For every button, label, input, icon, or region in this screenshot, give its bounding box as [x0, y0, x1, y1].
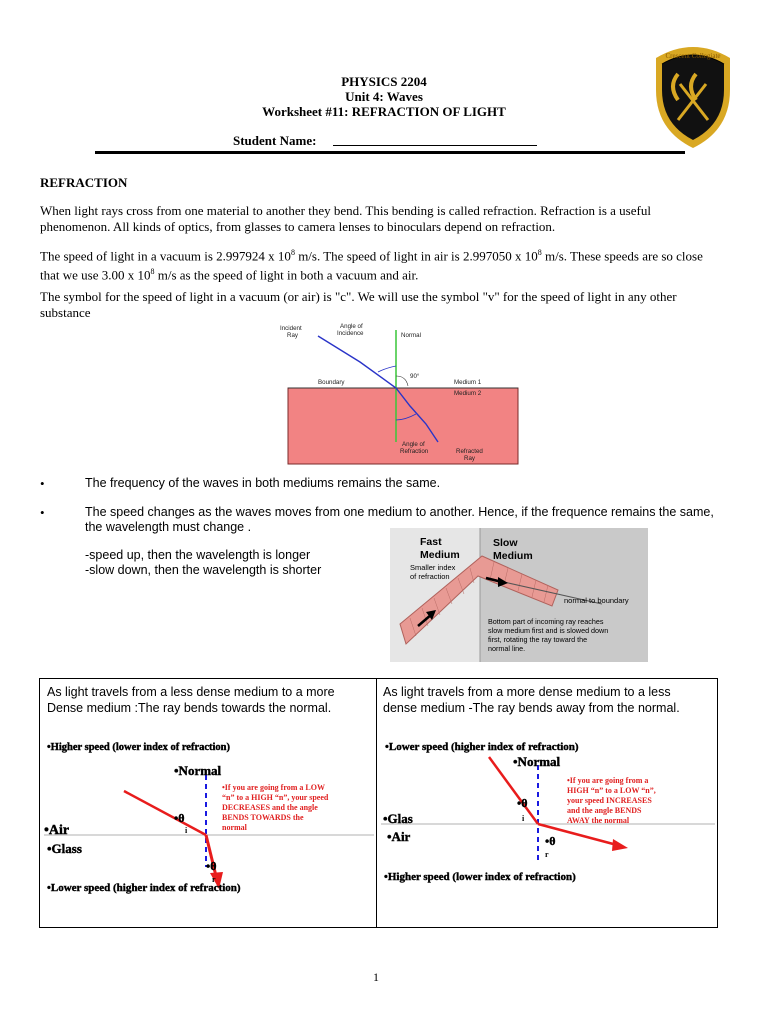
right-refraction-diagram — [377, 735, 717, 905]
paragraph-speed-of-light: The speed of light in a vacuum is 2.997924 x $10^8$ m/s. The speed of light in air is 2.997050 x $10^8$ m/s. These speeds are so close that we use 3.00 x $10^8$ m/s as the speed of light in both a vacuum and air. — [40, 248, 703, 283]
right-theta-r: •θ — [545, 834, 556, 848]
left-note-1: •If you are going from a LOW — [222, 783, 325, 792]
right-note-4: and the angle BENDS — [567, 806, 642, 815]
left-cell-description: As light travels from a less dense medium to a more Dense medium :The ray bends towards the normal. — [47, 685, 335, 715]
note-line-2: slow medium first and is slowed down — [488, 626, 609, 635]
medium1-label: Medium 1 — [454, 379, 482, 386]
left-sub-i: i — [185, 826, 188, 835]
note-line-1: Bottom part of incoming ray reaches — [488, 617, 604, 626]
bullet-dot-2: • — [40, 505, 45, 520]
refracted-ray-label: Refracted — [456, 448, 483, 455]
right-note-1: •If you are going from a — [567, 776, 649, 785]
left-note-4: BENDS TOWARDS the — [222, 813, 304, 822]
right-sub-r: r — [545, 850, 549, 859]
student-name-line — [333, 145, 537, 146]
right-bottom-speed: •Higher speed (lower index of refraction) — [384, 871, 576, 883]
worksheet-title: Worksheet #11: REFRACTION OF LIGHT — [262, 104, 506, 119]
right-note-5: AWAY the normal — [567, 816, 630, 825]
left-note-5: normal — [222, 823, 247, 832]
boundary-label: Boundary — [318, 379, 345, 386]
right-top-speed: •Lower speed (higher index of refraction) — [385, 741, 579, 753]
slow-down-line: -slow down, then the wavelength is shorter — [85, 563, 322, 577]
normal-label: Normal — [401, 332, 421, 339]
slow-medium-label-2: Medium — [493, 550, 533, 562]
note-line-4: normal line. — [488, 644, 526, 653]
speed-up-line: -speed up, then the wavelength is longer — [85, 548, 311, 562]
note-line-3: first, rotating the ray toward the — [488, 635, 588, 644]
left-top-speed: •Higher speed (lower index of refraction) — [47, 742, 231, 753]
wavefront-diagram — [390, 528, 648, 662]
angle-incidence-label: Angle of — [340, 323, 363, 330]
refraction-diagram — [260, 318, 520, 466]
bullet-dot: • — [40, 476, 45, 491]
left-air-label: •Air — [44, 823, 70, 838]
medium2-label: Medium 2 — [454, 390, 482, 397]
paragraph-refraction-intro: When light rays cross from one material to another they bend. This bending is called refraction. Refraction is a useful phenomenon. All kinds of optics, from glasses to camera lenses to binoculars depend on refraction. — [40, 203, 651, 234]
right-sub-i: i — [522, 814, 525, 823]
slow-medium-label: Slow — [493, 537, 518, 549]
unit-title: Unit 4: Waves — [345, 89, 423, 104]
incident-ray-label: Incident — [280, 325, 302, 332]
header-rule — [95, 151, 685, 154]
right-air-label: •Air — [387, 829, 411, 844]
svg-text:Crescent Collegiate: Crescent Collegiate — [665, 52, 721, 60]
fast-medium-label-2: Medium — [420, 549, 460, 561]
right-cell-description: As light travels from a more dense medium to a less dense medium -The ray bends away from the normal. — [383, 685, 680, 715]
section-title: REFRACTION — [40, 175, 128, 190]
smaller-index-label: Smaller index — [410, 563, 456, 572]
right-glass-label: •Glas — [383, 811, 413, 826]
ninety-degree-label: 90° — [410, 373, 420, 380]
fast-medium-label: Fast — [420, 536, 442, 548]
right-note-2: HIGH “n” to a LOW “n”, — [567, 786, 656, 795]
left-theta-r: •θ — [206, 859, 217, 873]
paragraph-symbols: The symbol for the speed of light in a vacuum (or air) is "c". We will use the symbol "v" for the speed of light in any other substance — [40, 289, 677, 320]
angle-refraction-label: Angle of — [402, 441, 425, 448]
page-number: 1 — [373, 970, 379, 984]
refracted-ray-label-2: Ray — [464, 455, 476, 462]
left-bottom-speed: •Lower speed (higher index of refraction) — [47, 882, 241, 894]
left-glass-label: •Glass — [47, 841, 82, 856]
right-theta-i: •θ — [517, 796, 528, 810]
left-note-3: DECREASES and the angle — [222, 803, 318, 812]
course-title: PHYSICS 2204 — [341, 74, 427, 89]
angle-incidence-label-2: Incidence — [337, 330, 364, 337]
angle-refraction-label-2: Refraction — [400, 448, 429, 455]
normal-to-boundary-label: normal to boundary — [564, 596, 629, 605]
left-theta-i: •θ — [174, 811, 185, 825]
right-normal-label: •Normal — [513, 754, 561, 769]
left-normal-label: •Normal — [174, 763, 222, 778]
right-note-3: your speed INCREASES — [567, 796, 652, 805]
student-name-label: Student Name: — [233, 133, 317, 148]
incident-ray-label-2: Ray — [287, 332, 299, 339]
left-sub-r: r — [212, 875, 216, 884]
bullet-frequency: The frequency of the waves in both mediums remains the same. — [85, 476, 441, 490]
bullet-speed-changes: The speed changes as the waves moves from one medium to another. Hence, if the frequence remains the same, the wavelength must change . — [85, 505, 714, 534]
left-note-2: “n” to a HIGH “n”, your speed — [222, 793, 329, 802]
smaller-index-label-2: of refraction — [410, 572, 450, 581]
left-refraction-diagram — [40, 735, 376, 905]
